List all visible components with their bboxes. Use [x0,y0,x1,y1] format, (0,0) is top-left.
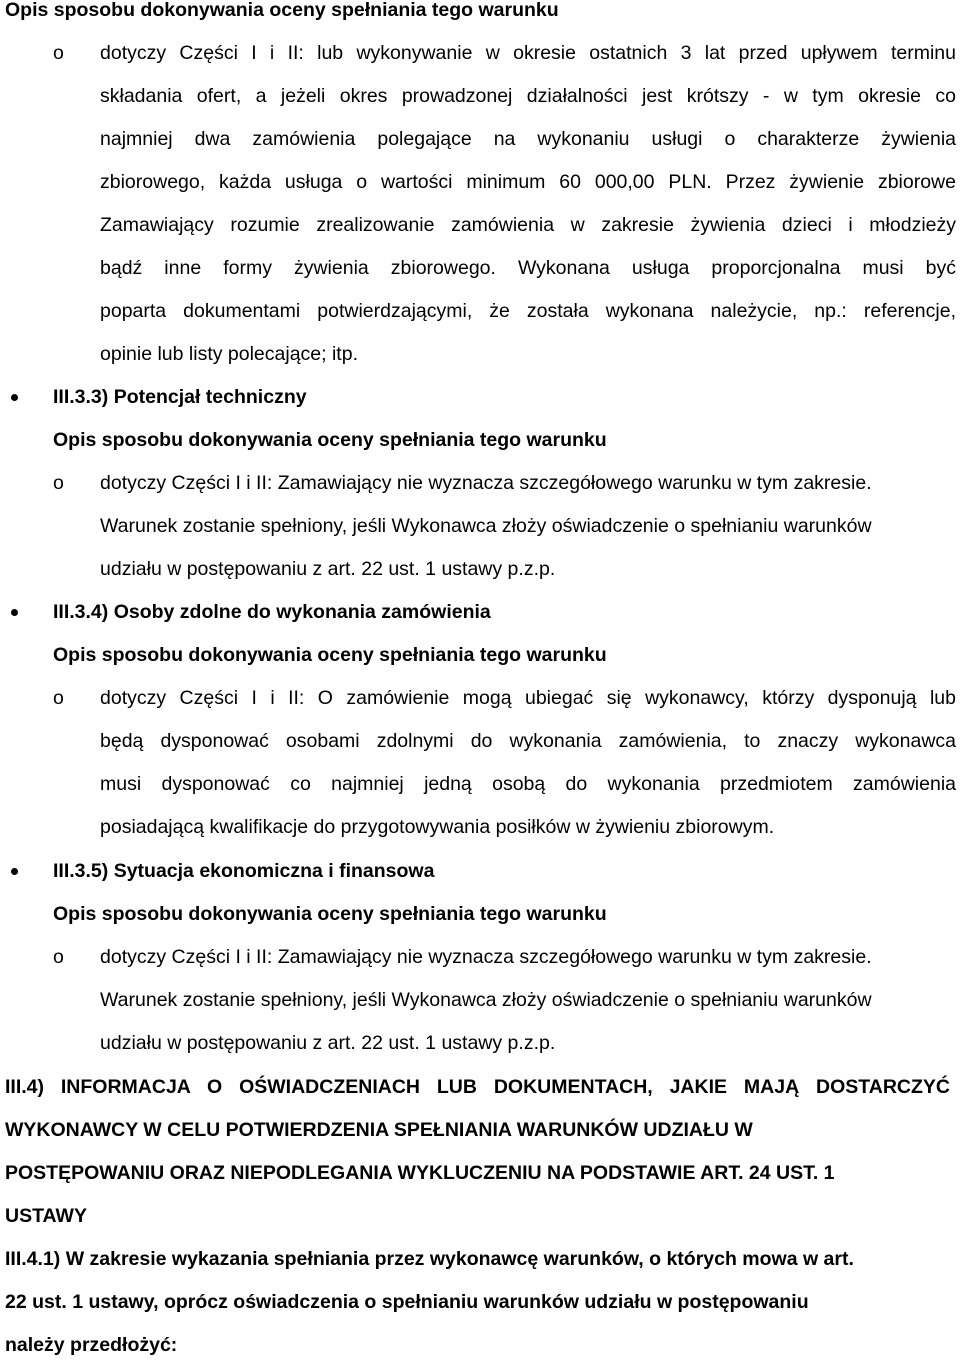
paragraph-line: posiadającą kwalifikacje do przygotowywania posiłków w żywieniu zbiorowym. [100,816,775,838]
bullet-icon [11,609,18,616]
paragraph-line: dotyczy Części I i II: lub wykonywanie w okresie ostatnich 3 lat przed upływem terminu [100,42,956,64]
paragraph-line: dotyczy Części I i II: Zamawiający nie wyznacza szczegółowego warunku w tym zakresie. [100,472,872,494]
paragraph-line: bądź inne formy żywienia zbiorowego. Wykonana usługa proporcjonalna musi być [100,257,956,279]
section-title-line: WYKONAWCY W CELU POTWIERDZENIA SPEŁNIANIA WARUNKÓW UDZIAŁU W [5,1119,753,1141]
paragraph-line: opinie lub listy polecające; itp. [100,343,358,365]
paragraph-line: dotyczy Części I i II: Zamawiający nie wyznacza szczegółowego warunku w tym zakresie. [100,946,872,968]
section-heading: Opis sposobu dokonywania oceny spełniania tego warunku [53,429,607,451]
section-heading: Opis sposobu dokonywania oceny spełniania tego warunku [5,0,559,21]
paragraph-line: Warunek zostanie spełniony, jeśli Wykonawca złoży oświadczenie o spełnianiu warunków [100,515,872,537]
paragraph-line: najmniej dwa zamówienia polegające na wykonaniu usługi o charakterze żywienia [100,128,956,150]
section-title-line: POSTĘPOWANIU ORAZ NIEPODLEGANIA WYKLUCZENIU NA PODSTAWIE ART. 24 UST. 1 [5,1162,835,1184]
list-marker: o [53,687,64,709]
section-title: III.3.5) Sytuacja ekonomiczna i finansowa [53,860,435,882]
paragraph-line: udziału w postępowaniu z art. 22 ust. 1 ustawy p.z.p. [100,558,556,580]
section-heading: Opis sposobu dokonywania oceny spełniania tego warunku [53,903,607,925]
paragraph-line: będą dysponować osobami zdolnymi do wykonania zamówienia, to znaczy wykonawca [100,730,956,752]
paragraph-line: Zamawiający rozumie zrealizowanie zamówienia w zakresie żywienia dzieci i młodzieży [100,214,956,236]
paragraph-line: Warunek zostanie spełniony, jeśli Wykonawca złoży oświadczenie o spełnianiu warunków [100,989,872,1011]
subsection-title-line: należy przedłożyć: [5,1334,178,1356]
paragraph-line: dotyczy Części I i II: O zamówienie mogą ubiegać się wykonawcy, którzy dysponują lub [100,687,956,709]
section-title: III.3.4) Osoby zdolne do wykonania zamówienia [53,601,491,623]
list-marker: o [53,946,64,968]
subsection-title-line: III.4.1) W zakresie wykazania spełniania przez wykonawcę warunków, o których mowa w art. [5,1248,854,1270]
section-title: III.3.3) Potencjał techniczny [53,386,307,408]
paragraph-line: udziału w postępowaniu z art. 22 ust. 1 ustawy p.z.p. [100,1032,556,1054]
paragraph-line: składania ofert, a jeżeli okres prowadzonej działalności jest krótszy - w tym okresie co [100,85,956,107]
section-heading: Opis sposobu dokonywania oceny spełniania tego warunku [53,644,607,666]
subsection-title-line: 22 ust. 1 ustawy, oprócz oświadczenia o spełnianiu warunków udziału w postępowaniu [5,1291,809,1313]
section-title-line: USTAWY [5,1205,87,1227]
bullet-icon [11,868,18,875]
bullet-icon [11,394,18,401]
section-title-line: III.4) INFORMACJA O OŚWIADCZENIACH LUB DOKUMENTACH, JAKIE MAJĄ DOSTARCZYĆ [5,1076,950,1098]
paragraph-line: zbiorowego, każda usługa o wartości minimum 60 000,00 PLN. Przez żywienie zbiorowe [100,171,956,193]
paragraph-line: musi dysponować co najmniej jedną osobą do wykonania przedmiotem zamówienia [100,773,956,795]
paragraph-line: poparta dokumentami potwierdzającymi, że została wykonana należycie, np.: referencje, [100,300,956,322]
list-marker: o [53,42,64,64]
list-marker: o [53,472,64,494]
